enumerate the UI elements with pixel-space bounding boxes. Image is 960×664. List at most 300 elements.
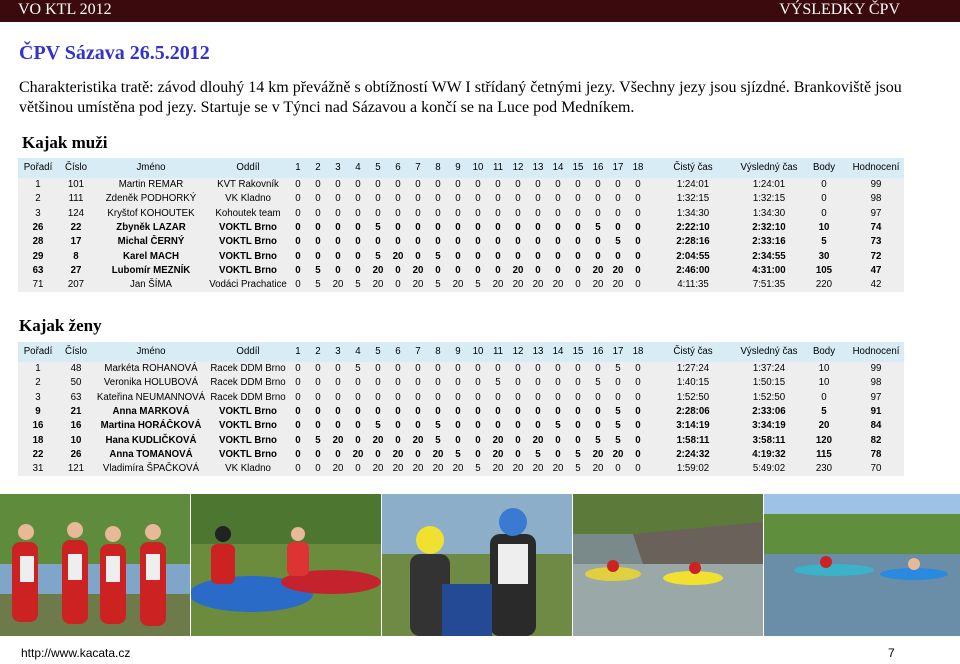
table-cell: 20 bbox=[332, 463, 344, 475]
table-cell: 20 bbox=[612, 264, 624, 276]
women-section-title: Kajak ženy bbox=[19, 316, 102, 335]
table-cell: 20 bbox=[512, 279, 524, 291]
table-cell: 0 bbox=[821, 179, 827, 191]
table-cell: 0 bbox=[315, 420, 321, 432]
table-cell: 0 bbox=[395, 391, 401, 403]
table-cell: 0 bbox=[375, 179, 381, 191]
table-cell: 20 bbox=[512, 463, 524, 475]
table-cell: 0 bbox=[575, 236, 581, 248]
table-cell: 99 bbox=[870, 179, 882, 191]
column-header: 8 bbox=[428, 342, 448, 362]
table-cell: 0 bbox=[615, 193, 621, 205]
table-cell: Markéta ROHANOVÁ bbox=[104, 363, 198, 375]
table-row bbox=[18, 362, 904, 376]
table-cell: 0 bbox=[335, 222, 341, 234]
table-cell: 0 bbox=[515, 236, 521, 248]
table-cell: 0 bbox=[335, 179, 341, 191]
table-cell: 0 bbox=[475, 236, 481, 248]
table-cell: 0 bbox=[375, 448, 381, 460]
table-cell: 0 bbox=[415, 222, 421, 234]
column-header: 15 bbox=[568, 158, 588, 178]
table-cell: 0 bbox=[415, 406, 421, 418]
table-cell: 1:24:01 bbox=[752, 179, 786, 191]
table-cell: 0 bbox=[635, 391, 641, 403]
table-cell: 0 bbox=[295, 279, 301, 291]
table-cell: 17 bbox=[70, 236, 82, 248]
table-row bbox=[18, 405, 904, 419]
column-header: Hodnocení bbox=[848, 158, 904, 178]
table-cell: 0 bbox=[375, 377, 381, 389]
table-cell: 0 bbox=[335, 406, 341, 418]
table-cell: 0 bbox=[435, 207, 441, 219]
table-cell: 5 bbox=[575, 463, 581, 475]
header-right: VÝSLEDKY ČPV bbox=[779, 1, 900, 18]
photo-kayaks-blue bbox=[191, 494, 381, 636]
table-cell: 0 bbox=[455, 420, 461, 432]
table-cell: 0 bbox=[595, 236, 601, 248]
table-cell: 0 bbox=[575, 250, 581, 262]
table-cell: 0 bbox=[435, 377, 441, 389]
table-cell: 5 bbox=[595, 434, 601, 446]
table-cell: 5:49:02 bbox=[752, 463, 786, 475]
table-cell: 0 bbox=[295, 463, 301, 475]
table-cell: 20 bbox=[552, 463, 564, 475]
table-cell: 0 bbox=[315, 236, 321, 248]
table-cell: 0 bbox=[335, 363, 341, 375]
footer-url[interactable]: http://www.kacata.cz bbox=[21, 646, 131, 660]
table-row bbox=[18, 448, 904, 462]
column-header: 18 bbox=[628, 158, 648, 178]
table-cell: 20 bbox=[612, 448, 624, 460]
table-cell: 0 bbox=[555, 434, 561, 446]
table-cell: 0 bbox=[315, 377, 321, 389]
table-cell: Hana KUDLIČKOVÁ bbox=[105, 434, 197, 446]
table-cell: VK Kladno bbox=[225, 193, 271, 205]
column-header: 11 bbox=[488, 342, 508, 362]
table-cell: 0 bbox=[575, 377, 581, 389]
table-cell: 0 bbox=[575, 279, 581, 291]
table-cell: 29 bbox=[32, 250, 44, 262]
table-cell: 97 bbox=[870, 391, 882, 403]
table-cell: 0 bbox=[475, 448, 481, 460]
table-cell: 0 bbox=[475, 420, 481, 432]
column-header: Výsledný čas bbox=[738, 342, 800, 362]
table-cell: 5 bbox=[821, 406, 827, 418]
table-cell: 0 bbox=[555, 179, 561, 191]
table-cell: 0 bbox=[635, 434, 641, 446]
table-row bbox=[18, 207, 904, 221]
table-cell: 0 bbox=[415, 250, 421, 262]
table-cell: 0 bbox=[355, 193, 361, 205]
photo-strip bbox=[0, 494, 960, 636]
table-cell: 0 bbox=[555, 406, 561, 418]
table-cell: 0 bbox=[395, 193, 401, 205]
table-cell: 115 bbox=[816, 448, 832, 460]
table-cell: 0 bbox=[375, 193, 381, 205]
column-header: 7 bbox=[408, 158, 428, 178]
table-cell: 0 bbox=[315, 179, 321, 191]
table-cell: 0 bbox=[295, 377, 301, 389]
table-cell: 0 bbox=[475, 250, 481, 262]
table-cell: 0 bbox=[355, 463, 361, 475]
table-cell: VOKTL Brno bbox=[219, 264, 277, 276]
table-cell: 72 bbox=[870, 250, 882, 262]
column-header: 5 bbox=[368, 342, 388, 362]
table-cell: 0 bbox=[295, 363, 301, 375]
table-cell: 3:34:19 bbox=[752, 420, 786, 432]
table-cell: 0 bbox=[535, 236, 541, 248]
column-header: 12 bbox=[508, 158, 528, 178]
column-header: Pořadí bbox=[18, 158, 58, 178]
table-cell: 0 bbox=[495, 363, 501, 375]
table-cell: 10 bbox=[818, 377, 830, 389]
table-cell: 5 bbox=[615, 236, 621, 248]
table-cell: 0 bbox=[415, 448, 421, 460]
table-cell: 20 bbox=[372, 279, 384, 291]
table-cell: 0 bbox=[475, 179, 481, 191]
table-cell: 0 bbox=[595, 363, 601, 375]
table-row bbox=[18, 221, 904, 235]
table-cell: 0 bbox=[375, 207, 381, 219]
table-cell: 82 bbox=[870, 434, 882, 446]
table-cell: Racek DDM Brno bbox=[210, 377, 286, 389]
table-cell: 120 bbox=[815, 434, 833, 446]
table-cell: 4:11:35 bbox=[677, 279, 709, 291]
table-cell: Martina HORÁČKOVÁ bbox=[100, 420, 202, 432]
table-cell: 5 bbox=[355, 279, 361, 291]
table-row bbox=[18, 391, 904, 405]
table-cell: 0 bbox=[375, 391, 381, 403]
table-cell: 20 bbox=[392, 250, 404, 262]
table-cell: 0 bbox=[455, 222, 461, 234]
table-row bbox=[18, 249, 904, 263]
table-cell: 0 bbox=[495, 391, 501, 403]
table-cell: 26 bbox=[70, 448, 82, 460]
table-cell: 4:31:00 bbox=[752, 264, 786, 276]
table-cell: 5 bbox=[375, 222, 381, 234]
column-header: 6 bbox=[388, 342, 408, 362]
table-cell: 121 bbox=[67, 463, 85, 475]
table-cell: 0 bbox=[635, 207, 641, 219]
table-cell: VOKTL Brno bbox=[219, 236, 277, 248]
table-cell: 0 bbox=[555, 236, 561, 248]
table-cell: 0 bbox=[455, 391, 461, 403]
column-header: 8 bbox=[428, 158, 448, 178]
table-cell: 0 bbox=[455, 434, 461, 446]
table-cell: 0 bbox=[455, 363, 461, 375]
table-cell: 0 bbox=[435, 193, 441, 205]
table-cell: 5 bbox=[555, 420, 561, 432]
table-cell: 0 bbox=[821, 391, 827, 403]
table-cell: Jan ŠÍMA bbox=[130, 279, 172, 291]
table-cell: 0 bbox=[415, 236, 421, 248]
table-cell: 0 bbox=[515, 420, 521, 432]
column-header: 1 bbox=[288, 158, 308, 178]
table-cell: 21 bbox=[70, 406, 82, 418]
column-header: 2 bbox=[308, 342, 328, 362]
table-cell: 20 bbox=[372, 434, 384, 446]
table-cell: 20 bbox=[392, 463, 404, 475]
table-cell: 0 bbox=[495, 179, 501, 191]
table-cell: Zdeněk PODHORKÝ bbox=[105, 193, 197, 205]
table-cell: 0 bbox=[435, 406, 441, 418]
table-cell: 0 bbox=[575, 222, 581, 234]
table-cell: 2:33:16 bbox=[752, 236, 786, 248]
table-cell: 2:34:55 bbox=[752, 250, 786, 262]
table-cell: 98 bbox=[870, 377, 882, 389]
table-cell: 0 bbox=[315, 250, 321, 262]
table-cell: 0 bbox=[535, 377, 541, 389]
table-cell: 1:50:15 bbox=[752, 377, 786, 389]
table-cell: 2 bbox=[35, 193, 41, 205]
column-header: Číslo bbox=[58, 158, 94, 178]
table-cell: 0 bbox=[575, 363, 581, 375]
table-cell: 0 bbox=[535, 363, 541, 375]
table-cell: 0 bbox=[315, 391, 321, 403]
table-cell: 5 bbox=[375, 250, 381, 262]
table-cell: 0 bbox=[395, 406, 401, 418]
table-cell: 0 bbox=[455, 207, 461, 219]
table-cell: 8 bbox=[73, 250, 79, 262]
table-cell: 0 bbox=[535, 193, 541, 205]
table-cell: 0 bbox=[635, 420, 641, 432]
table-cell: 0 bbox=[475, 377, 481, 389]
table-cell: 0 bbox=[295, 222, 301, 234]
column-header: Výsledný čas bbox=[738, 158, 800, 178]
table-cell: 1:58:11 bbox=[676, 434, 710, 446]
table-cell: VOKTL Brno bbox=[219, 222, 277, 234]
table-cell: 0 bbox=[435, 222, 441, 234]
table-cell: 5 bbox=[595, 222, 601, 234]
men-section-title: Kajak muži bbox=[22, 133, 108, 152]
table-cell: 5 bbox=[615, 434, 621, 446]
table-cell: 0 bbox=[415, 207, 421, 219]
table-cell: 0 bbox=[555, 250, 561, 262]
table-cell: 0 bbox=[335, 193, 341, 205]
table-cell: 18 bbox=[32, 434, 44, 446]
table-row bbox=[18, 419, 904, 433]
table-cell: VOKTL Brno bbox=[219, 420, 277, 432]
table-cell: 0 bbox=[555, 193, 561, 205]
table-cell: 0 bbox=[575, 264, 581, 276]
table-cell: 0 bbox=[455, 236, 461, 248]
table-cell: 0 bbox=[515, 222, 521, 234]
table-cell: 0 bbox=[555, 391, 561, 403]
table-cell: 0 bbox=[495, 236, 501, 248]
table-cell: 0 bbox=[395, 363, 401, 375]
table-cell: 0 bbox=[575, 391, 581, 403]
column-header: 6 bbox=[388, 158, 408, 178]
table-cell: 20 bbox=[592, 264, 604, 276]
column-header: 13 bbox=[528, 158, 548, 178]
column-header: 14 bbox=[548, 342, 568, 362]
table-cell: 20 bbox=[492, 448, 504, 460]
table-cell: Martin REMAR bbox=[118, 179, 184, 191]
table-cell: 0 bbox=[335, 377, 341, 389]
column-header: 7 bbox=[408, 342, 428, 362]
table-cell: 3:14:19 bbox=[676, 420, 710, 432]
table-cell: 1:52:50 bbox=[752, 391, 786, 403]
table-cell: 0 bbox=[355, 207, 361, 219]
column-header: Body bbox=[800, 342, 848, 362]
table-cell: 0 bbox=[615, 250, 621, 262]
table-cell: 0 bbox=[415, 193, 421, 205]
table-cell: 22 bbox=[32, 448, 44, 460]
table-cell: Veronika HOLUBOVÁ bbox=[103, 377, 199, 389]
footer-page-number: 7 bbox=[888, 646, 895, 660]
header-left: VO KTL 2012 bbox=[18, 1, 112, 18]
table-cell: 20 bbox=[592, 463, 604, 475]
table-cell: 0 bbox=[455, 377, 461, 389]
table-cell: 16 bbox=[32, 420, 44, 432]
table-cell: 0 bbox=[495, 193, 501, 205]
table-cell: 0 bbox=[615, 179, 621, 191]
table-cell: 0 bbox=[635, 179, 641, 191]
table-cell: 2:22:10 bbox=[676, 222, 710, 234]
table-cell: 71 bbox=[32, 279, 44, 291]
table-cell: 0 bbox=[595, 207, 601, 219]
table-cell: 0 bbox=[355, 222, 361, 234]
table-cell: 0 bbox=[635, 236, 641, 248]
table-cell: 0 bbox=[595, 391, 601, 403]
table-cell: 0 bbox=[515, 207, 521, 219]
table-cell: 26 bbox=[32, 222, 44, 234]
table-cell: 0 bbox=[295, 420, 301, 432]
table-cell: 0 bbox=[355, 434, 361, 446]
table-cell: 0 bbox=[295, 448, 301, 460]
column-header: 15 bbox=[568, 342, 588, 362]
table-cell: 0 bbox=[495, 420, 501, 432]
table-cell: Lubomír MEZNÍK bbox=[111, 264, 191, 276]
column-header: Hodnocení bbox=[848, 342, 904, 362]
table-cell: 20 bbox=[352, 448, 364, 460]
table-cell: 0 bbox=[635, 250, 641, 262]
table-cell: 0 bbox=[335, 207, 341, 219]
table-cell: 0 bbox=[615, 222, 621, 234]
table-cell: 63 bbox=[32, 264, 44, 276]
table-cell: 105 bbox=[815, 264, 833, 276]
table-cell: 2:04:55 bbox=[676, 250, 710, 262]
table-cell: 0 bbox=[355, 377, 361, 389]
table-cell: 1:37:24 bbox=[752, 363, 786, 375]
table-cell: 1:34:30 bbox=[752, 207, 786, 219]
column-header: 2 bbox=[308, 158, 328, 178]
table-cell: 0 bbox=[535, 406, 541, 418]
table-cell: Anna TOMANOVÁ bbox=[109, 448, 193, 460]
table-cell: 20 bbox=[492, 434, 504, 446]
column-header: Jméno bbox=[94, 158, 208, 178]
table-cell: 20 bbox=[332, 434, 344, 446]
table-cell: 0 bbox=[535, 391, 541, 403]
table-cell: 0 bbox=[475, 222, 481, 234]
table-cell: 0 bbox=[575, 179, 581, 191]
table-cell: 20 bbox=[392, 448, 404, 460]
table-cell: 1 bbox=[35, 179, 41, 191]
column-header: 18 bbox=[628, 342, 648, 362]
table-cell: 0 bbox=[535, 420, 541, 432]
table-cell: 0 bbox=[295, 207, 301, 219]
table-cell: 0 bbox=[455, 264, 461, 276]
table-cell: Kateřina NEUMANNOVÁ bbox=[96, 391, 206, 403]
table-cell: 0 bbox=[295, 236, 301, 248]
photo-river-weir bbox=[573, 494, 763, 636]
column-header: Čistý čas bbox=[648, 158, 738, 178]
table-cell: VK Kladno bbox=[225, 463, 271, 475]
table-cell: 78 bbox=[870, 448, 882, 460]
table-cell: 0 bbox=[635, 448, 641, 460]
table-cell: 63 bbox=[70, 391, 82, 403]
table-cell: 42 bbox=[870, 279, 882, 291]
table-cell: 0 bbox=[495, 222, 501, 234]
table-cell: VOKTL Brno bbox=[219, 406, 277, 418]
table-cell: 20 bbox=[412, 264, 424, 276]
table-cell: 28 bbox=[32, 236, 44, 248]
table-cell: 0 bbox=[475, 193, 481, 205]
column-header: 17 bbox=[608, 342, 628, 362]
table-cell: Racek DDM Brno bbox=[210, 391, 286, 403]
table-cell: 22 bbox=[70, 222, 82, 234]
table-cell: 99 bbox=[870, 363, 882, 375]
table-cell: 0 bbox=[335, 250, 341, 262]
table-cell: 97 bbox=[870, 207, 882, 219]
table-cell: 0 bbox=[395, 207, 401, 219]
table-cell: 2:28:16 bbox=[676, 236, 710, 248]
table-cell: 0 bbox=[615, 377, 621, 389]
table-cell: 0 bbox=[355, 420, 361, 432]
table-cell: 0 bbox=[535, 222, 541, 234]
column-header: 1 bbox=[288, 342, 308, 362]
table-cell: 0 bbox=[821, 207, 827, 219]
table-cell: 0 bbox=[455, 193, 461, 205]
column-header: 14 bbox=[548, 158, 568, 178]
table-cell: 0 bbox=[355, 391, 361, 403]
table-cell: 5 bbox=[595, 377, 601, 389]
table-cell: 0 bbox=[375, 406, 381, 418]
table-cell: 5 bbox=[575, 448, 581, 460]
table-cell: 0 bbox=[295, 179, 301, 191]
table-cell: 0 bbox=[635, 463, 641, 475]
column-header: 9 bbox=[448, 158, 468, 178]
table-row bbox=[18, 376, 904, 390]
table-cell: 0 bbox=[515, 448, 521, 460]
table-cell: 0 bbox=[635, 193, 641, 205]
table-cell: Karel MACH bbox=[123, 250, 179, 262]
table-cell: 0 bbox=[415, 363, 421, 375]
table-cell: 5 bbox=[435, 434, 441, 446]
column-header: Body bbox=[800, 158, 848, 178]
table-cell: 0 bbox=[575, 207, 581, 219]
column-header: 17 bbox=[608, 158, 628, 178]
table-cell: 3 bbox=[35, 207, 41, 219]
table-cell: 20 bbox=[412, 463, 424, 475]
table-cell: 0 bbox=[535, 207, 541, 219]
table-cell: 5 bbox=[535, 448, 541, 460]
table-cell: 0 bbox=[615, 391, 621, 403]
table-cell: 16 bbox=[70, 420, 82, 432]
header-bar bbox=[0, 0, 960, 22]
table-cell: 0 bbox=[535, 264, 541, 276]
table-cell: 2:24:32 bbox=[676, 448, 710, 460]
table-cell: 20 bbox=[372, 463, 384, 475]
table-cell: 0 bbox=[515, 406, 521, 418]
column-header: Pořadí bbox=[18, 342, 58, 362]
table-cell: 20 bbox=[492, 463, 504, 475]
table-cell: 0 bbox=[435, 391, 441, 403]
table-cell: 20 bbox=[592, 279, 604, 291]
table-cell: 0 bbox=[315, 193, 321, 205]
table-cell: 5 bbox=[495, 377, 501, 389]
table-cell: 20 bbox=[532, 279, 544, 291]
